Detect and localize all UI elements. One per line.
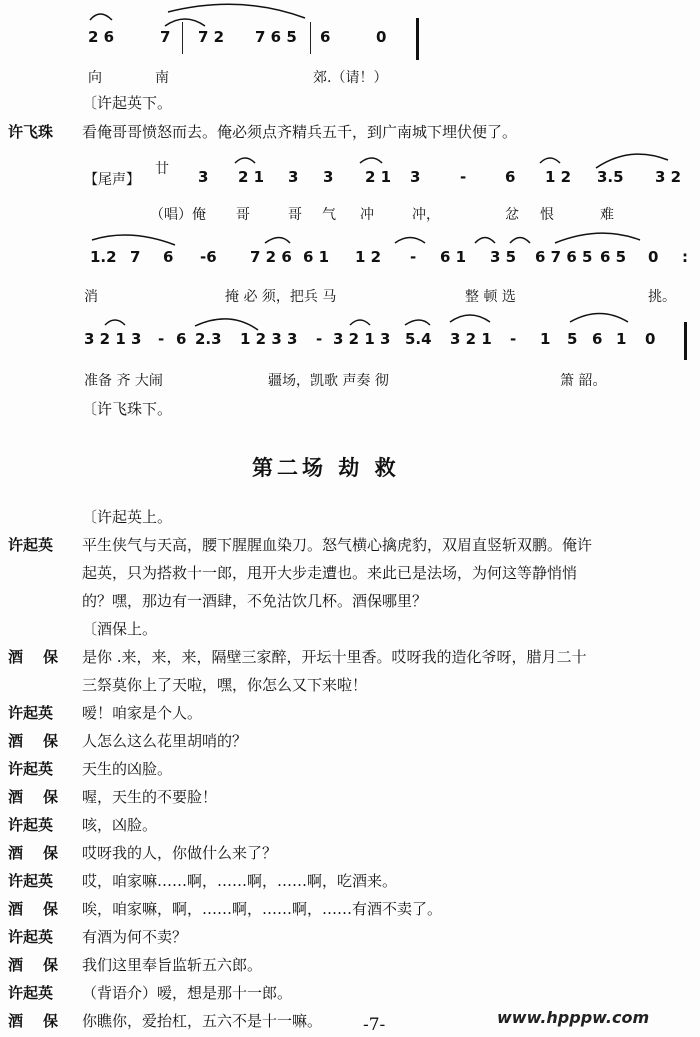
note: 2 6 — [88, 28, 115, 46]
note: 3.5 — [597, 168, 624, 186]
note: 3 2 1 3 — [333, 330, 391, 348]
lyric: 哥 — [236, 207, 250, 223]
lyric: 哥 — [288, 207, 302, 223]
lyric: 难 — [600, 207, 614, 223]
note: 3 — [288, 168, 299, 186]
note: 7 — [130, 248, 141, 266]
note: 6 — [320, 28, 331, 46]
note: 2 1 — [365, 168, 392, 186]
dialogue-line: 哎，咱家嘛……啊，……啊，……啊，吃酒来。 — [82, 872, 398, 890]
note: 1 2 3 3 — [240, 330, 298, 348]
note: 0 — [376, 28, 387, 46]
meter-mark: 廿 — [155, 161, 169, 177]
lyric: 整 顿 选 — [465, 289, 516, 305]
note: 2 1 — [238, 168, 265, 186]
dialogue-line: 喔，天生的不要脸！ — [82, 788, 218, 806]
note: 3 2 — [655, 168, 682, 186]
note: 1 — [616, 330, 627, 348]
note: 7 2 6 — [250, 248, 292, 266]
note: 6 — [176, 330, 187, 348]
lyric: （唱）俺 — [150, 207, 206, 223]
note: 3 2 1 — [450, 330, 492, 348]
note: 3 2 1 3 — [84, 330, 142, 348]
barline — [310, 22, 311, 54]
speaker-label: 许起英 — [8, 816, 54, 834]
note: 1 2 — [355, 248, 382, 266]
dialogue-line: 你瞧你，爱抬杠，五六不是十一嘛。 — [82, 1012, 323, 1030]
note: 3 — [198, 168, 209, 186]
note: - — [510, 330, 517, 348]
note: : — [682, 248, 688, 266]
dialogue-line: 平生侠气与天高，腰下腥腥血染刀。怒气横心擒虎豹，双眉直竖斩双鹏。俺许 — [82, 536, 593, 554]
speaker-label: 许起英 — [8, 536, 54, 554]
note: 1 2 — [545, 168, 572, 186]
lyric: 恨 — [540, 207, 554, 223]
note: 3 5 — [490, 248, 517, 266]
note: 3 — [410, 168, 421, 186]
dialogue-line: 是你 .来，来，来，隔壁三家醉，开坛十里香。哎呀我的造化爷呀，腊月二十 — [82, 648, 587, 666]
speaker-label: 酒保 — [8, 844, 79, 862]
dialogue-line: 哎呀我的人，你做什么来了？ — [82, 844, 278, 862]
dialogue-line: 有酒为何不卖？ — [82, 928, 188, 946]
dialogue-line: 人怎么这么花里胡哨的？ — [82, 732, 248, 750]
slur-marks — [0, 0, 700, 420]
dialogue-line: 我们这里奉旨监斩五六郎。 — [82, 956, 263, 974]
lyric: 掩 必 须，把兵 马 — [225, 289, 337, 305]
watermark: www.hpppw.com — [497, 1008, 650, 1027]
note: 6 — [163, 248, 174, 266]
lyric: 冲 — [360, 207, 374, 223]
speaker-label: 许起英 — [8, 872, 54, 890]
lyric: 冲， — [412, 207, 440, 223]
section-label: 【尾声】 — [84, 172, 140, 188]
note: 5 — [567, 330, 578, 348]
note: 7 6 5 — [255, 28, 297, 46]
dialogue-line: 的？嘿，那边有一酒肆，不免沽饮几杯。酒保哪里？ — [82, 592, 428, 610]
lyric: 准备 齐 大闹 — [84, 373, 163, 389]
note: -6 — [200, 248, 217, 266]
speaker-label: 许起英 — [8, 928, 54, 946]
lyric: 消 — [84, 289, 98, 305]
note: 6 1 — [303, 248, 330, 266]
note: 6 — [505, 168, 516, 186]
note: - — [410, 248, 417, 266]
speaker-label: 许起英 — [8, 760, 54, 778]
dialogue-line: 起英，只为搭救十一郎，甩开大步走遭也。来此已是法场，为何这等静悄悄 — [82, 564, 578, 582]
scene-title: 第二场 劫 救 — [252, 456, 400, 480]
final-barline — [684, 322, 687, 360]
note: 7 2 — [198, 28, 225, 46]
note: 5.4 — [405, 330, 432, 348]
lyric: 郊.（请！） — [313, 70, 388, 86]
speaker-label: 酒保 — [8, 900, 79, 918]
lyric: 向 — [88, 70, 102, 86]
note: - — [460, 168, 467, 186]
stage-direction: 〔许起英下。 — [82, 94, 173, 112]
note: 2.3 — [195, 330, 222, 348]
note: 6 1 — [440, 248, 467, 266]
speaker-label: 酒保 — [8, 648, 79, 666]
lyric: 南 — [155, 70, 169, 86]
note: 6 — [592, 330, 603, 348]
lyric: 疆场，凯歌 声奏 彻 — [268, 373, 389, 389]
dialogue-line: （背语介）嗳，想是那十一郎。 — [82, 984, 293, 1002]
note: 3 — [323, 168, 334, 186]
speaker-label: 酒保 — [8, 956, 79, 974]
note: 1.2 — [90, 248, 117, 266]
note: 0 — [645, 330, 656, 348]
speaker-label: 许起英 — [8, 984, 54, 1002]
lyric: 忿 — [505, 207, 519, 223]
dialogue-line: 〔酒保上。 — [82, 620, 158, 638]
note: - — [158, 330, 165, 348]
page-number: -7- — [363, 1015, 386, 1035]
barline — [182, 22, 183, 54]
speaker-label: 许起英 — [8, 704, 54, 722]
note: 6 5 — [600, 248, 627, 266]
stage-direction: 〔许飞珠下。 — [82, 400, 173, 418]
note: 0 — [648, 248, 659, 266]
note: - — [316, 330, 323, 348]
dialogue-line: 嗳！咱家是个人。 — [82, 704, 203, 722]
dialogue-line: 咳，凶脸。 — [82, 816, 158, 834]
lyric: 气 — [322, 207, 336, 223]
dialogue-line: 三祭莫你上了天啦，嘿，你怎么又下来啦！ — [82, 676, 368, 694]
speaker-label: 酒保 — [8, 788, 79, 806]
speaker-label: 酒保 — [8, 732, 79, 750]
dialogue-line: 天生的凶脸。 — [82, 760, 173, 778]
note: 6 7 6 5 — [535, 248, 593, 266]
speaker-label: 许飞珠 — [8, 123, 54, 141]
final-barline — [416, 18, 419, 60]
speaker-label: 酒保 — [8, 1012, 79, 1030]
speech-line: 看俺哥哥愤怒而去。俺必须点齐精兵五千，到广南城下埋伏便了。 — [82, 123, 518, 141]
dialogue-line: 〔许起英上。 — [82, 508, 173, 526]
lyric: 箫 韶。 — [560, 373, 607, 389]
lyric: 挑。 — [648, 289, 676, 305]
note: 7 — [160, 28, 171, 46]
note: 1 — [540, 330, 551, 348]
dialogue-line: 唉，咱家嘛，啊，……啊，……啊，……有酒不卖了。 — [82, 900, 443, 918]
